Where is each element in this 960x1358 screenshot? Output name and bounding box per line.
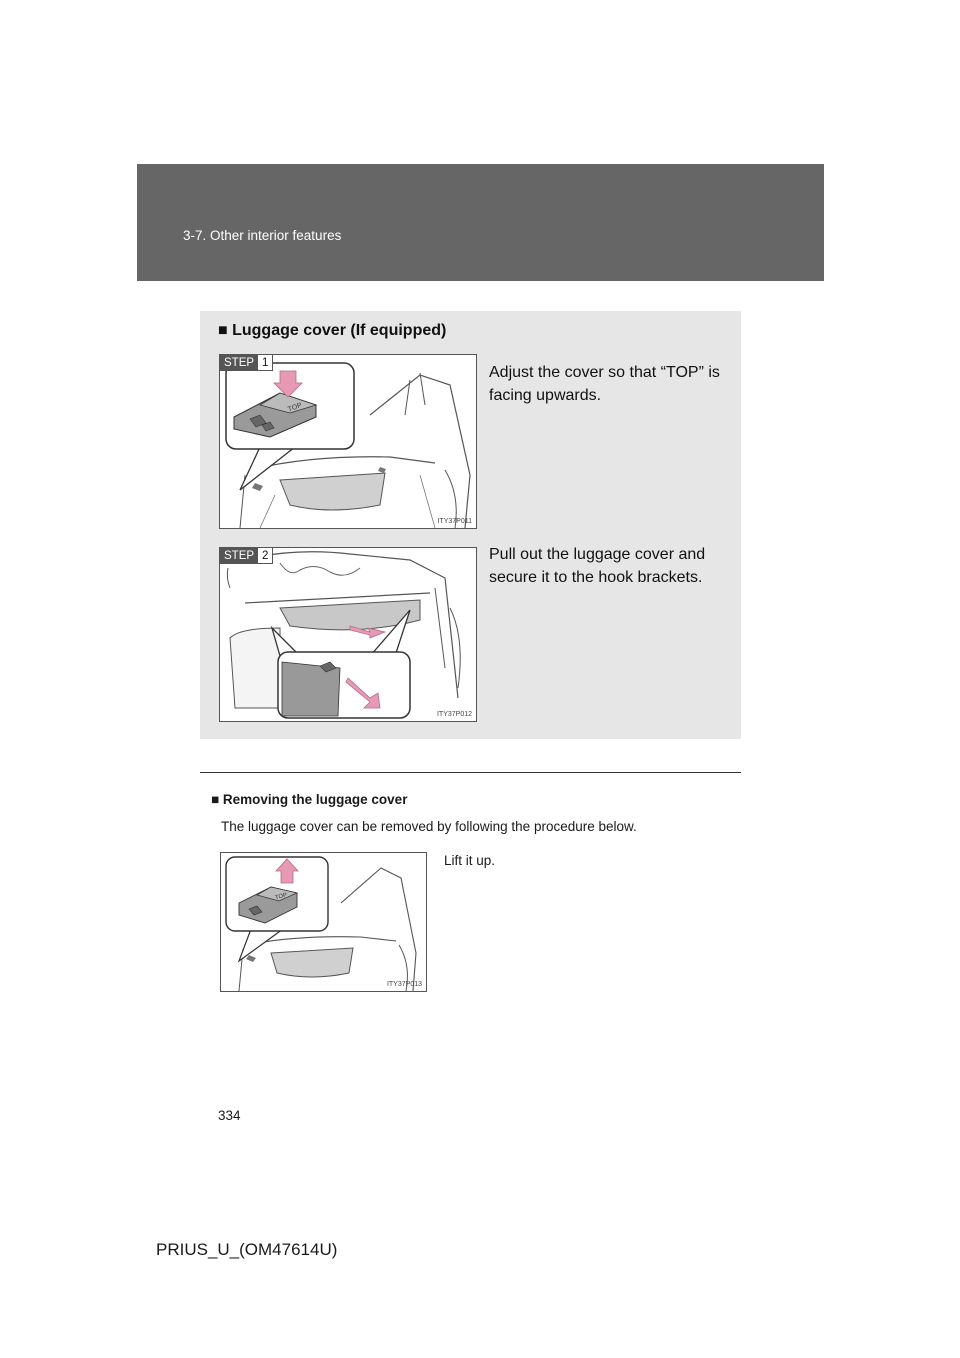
removing-heading: ■ Removing the luggage cover	[211, 792, 408, 807]
top-marking: TOP	[287, 401, 303, 414]
section-title: 3-7. Other interior features	[183, 228, 342, 243]
step1-badge	[220, 355, 273, 371]
step2-illustration	[219, 547, 477, 722]
step2-text: Pull out the luggage cover and secure it to the hook brackets.	[489, 546, 706, 586]
top-marking: TOP	[274, 892, 288, 902]
lift-instruction: Lift it up.	[444, 853, 496, 868]
figure-code: ITY37P012	[436, 711, 472, 718]
step1-text: Adjust the cover so that “TOP” is facing upwards.	[489, 364, 720, 404]
figure-code: ITY37P011	[437, 518, 472, 525]
removing-description: The luggage cover can be removed by following the procedure below.	[221, 819, 637, 834]
section-heading: ■ Luggage cover (If equipped)	[218, 322, 447, 339]
step-word: STEP	[220, 548, 258, 564]
figure-code: ITY37P013	[386, 981, 422, 988]
step2-badge	[220, 548, 273, 564]
manual-code: PRIUS_U_(OM47614U)	[156, 1240, 338, 1259]
page-number: 334	[218, 1108, 241, 1123]
step-number: 1	[258, 355, 273, 371]
luggage-cover-section	[200, 311, 741, 739]
step-number: 2	[258, 548, 273, 564]
header-band	[137, 164, 824, 281]
step1-illustration	[219, 354, 477, 529]
step-word: STEP	[220, 355, 258, 371]
divider	[200, 772, 741, 773]
removing-illustration	[220, 852, 427, 992]
